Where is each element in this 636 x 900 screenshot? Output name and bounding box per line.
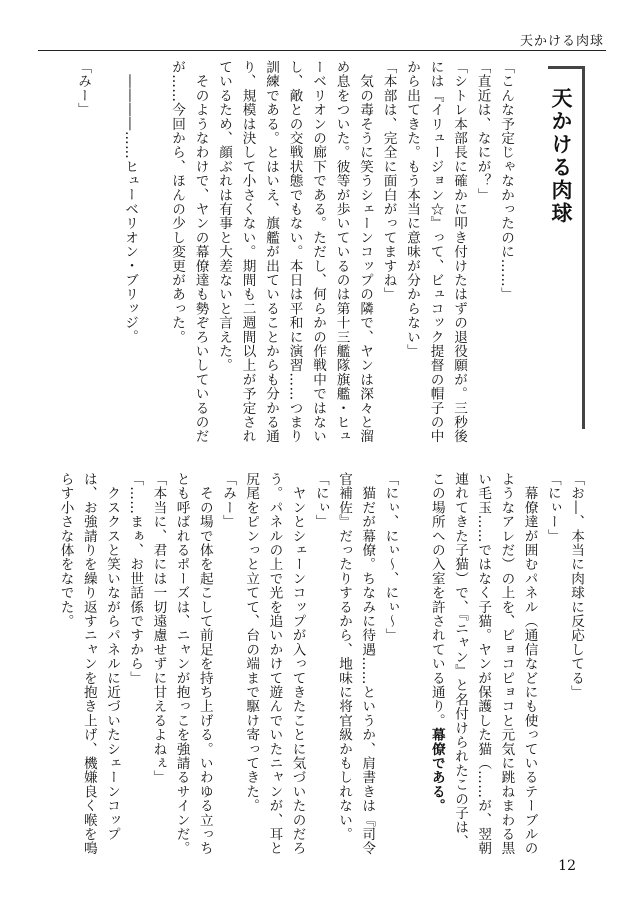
top-line-text: 「本部は、完全に面白がってますね」 xyxy=(380,60,397,302)
bottom-line xyxy=(193,472,215,856)
top-line-text: そのようなわけで、ヤンの幕僚達も勢ぞろいしているのだ xyxy=(192,60,209,444)
top-line xyxy=(236,60,258,450)
bottom-line xyxy=(425,472,447,852)
top-line-text: 「こんな予定じゃなかったのに……」 xyxy=(498,60,514,302)
top-line-text: 「シトレ本部長に確かに叩き付けたはずの退役願が。三秒後 xyxy=(451,60,467,444)
top-line-text: ーベリオンの廊下である。ただし、何らかの作戦中ではない xyxy=(310,60,326,444)
bottom-line xyxy=(495,472,517,856)
bottom-line-text: その場で体を起こして前足を持ち上げる。いわゆる立っち xyxy=(196,472,213,856)
bottom-line-text: 尻尾をピンっと立てて、台の端まで駆け寄ってきた。 xyxy=(243,472,260,813)
bottom-line-text: 「本当に、君には一切遠慮せずに甘えるよねぇ」 xyxy=(150,472,167,785)
top-line-text: ――――……ヒューベリオン・ブリッジ。 xyxy=(122,60,138,344)
bottom-line xyxy=(239,472,261,852)
top-line-text: め息をついた。彼等が歩いているのは第十三艦隊旗艦・ヒュ xyxy=(333,60,350,444)
bottom-line xyxy=(379,472,401,852)
bottom-line-text: 「……まぁ、お世話係ですから」 xyxy=(127,472,144,685)
top-line xyxy=(447,60,469,450)
page-number: 12 xyxy=(558,858,576,874)
bottom-line xyxy=(100,472,122,852)
bottom-line xyxy=(332,472,354,852)
top-line xyxy=(400,60,422,450)
bottom-line-text: は、お強請りを繰り返すニャンを抱き上げ、機嫌良く喉を鳴 xyxy=(80,472,97,856)
bottom-line-text: 「にぃ、にぃ～、にぃ～」 xyxy=(382,472,399,643)
bottom-line-text: 「みー」 xyxy=(220,472,236,529)
top-line-text: 訓練である。とはいえ、旗艦が出ていることからも分かる通 xyxy=(263,60,279,444)
bottom-line xyxy=(541,472,563,852)
bottom-line xyxy=(471,472,493,856)
chapter-title: 天かける肉球 xyxy=(549,87,573,225)
bottom-line-text: う。パネルの上で光を追いかけて遊んでいたニャンが、耳と xyxy=(266,472,283,856)
bottom-line-text: とも呼ばれるポーズは、ニャンが抱っこを強請るサインだ。 xyxy=(173,472,190,856)
running-header-title: 天かける肉球 xyxy=(519,34,604,49)
bottom-line xyxy=(518,472,540,856)
bottom-line xyxy=(77,472,99,856)
top-line xyxy=(118,60,140,450)
bottom-line xyxy=(123,472,145,852)
top-line-text: 「直近は、なにが？」 xyxy=(474,60,491,202)
bottom-line-text: い毛玉……ではなく子猫。ヤンが保護した猫（……が、翌朝 xyxy=(475,472,492,856)
top-line xyxy=(283,60,305,450)
top-line xyxy=(424,60,446,450)
bottom-line xyxy=(286,472,308,856)
top-line xyxy=(306,60,328,450)
bottom-line-text: 「お―、本当に肉球に反応してる」 xyxy=(568,472,584,700)
emphasis-text: 幕僚である。 xyxy=(428,727,445,813)
top-line xyxy=(471,60,493,450)
top-line-text: 気の毒そうに笑うシェーンコップの隣で、ヤンは深々と溜 xyxy=(357,60,373,444)
top-line xyxy=(212,60,234,450)
top-line xyxy=(353,60,375,450)
top-line xyxy=(259,60,281,450)
bottom-line-text: 幕僚達が囲むパネル（通信などにも使っているテーブルの xyxy=(521,472,538,856)
top-line-text: ているため、顔ぶれは有事と大差ないと言えた。 xyxy=(216,60,232,373)
bottom-line xyxy=(355,472,377,856)
bottom-line-text: 官補佐』だったりするから、地味に将官級かもしれない。 xyxy=(336,472,352,842)
bottom-line-text: 連れてきた子猫）で、『ニャン』と名付けられたこの子は、 xyxy=(452,472,468,849)
top-line xyxy=(71,60,93,450)
top-line-text: には『イリュージョン☆』って、ビュコック提督の帽子の中 xyxy=(427,60,444,444)
chapter-title-box xyxy=(548,66,585,429)
bottom-line xyxy=(448,472,470,852)
top-line-text: が……今回から、ほんの少し変更があった。 xyxy=(169,60,185,344)
bottom-line-text: 「にぃー」 xyxy=(544,472,561,543)
bottom-line-text: この場所への入室を許されている通り。幕僚である。 xyxy=(428,472,445,813)
bottom-line xyxy=(564,472,586,852)
bottom-line xyxy=(216,472,238,852)
top-line xyxy=(165,60,187,450)
header-rule xyxy=(38,50,606,51)
bottom-line xyxy=(263,472,285,856)
top-line xyxy=(189,60,211,450)
bottom-line-text: 「にぃ」 xyxy=(312,472,329,529)
top-line xyxy=(494,60,516,450)
top-line xyxy=(330,60,352,450)
bottom-line xyxy=(170,472,192,856)
top-line xyxy=(377,60,399,450)
bottom-line xyxy=(54,472,76,852)
bottom-line xyxy=(147,472,169,852)
bottom-line xyxy=(309,472,331,852)
top-line-text: から出てきた。もう本当に意味が分からない」 xyxy=(404,60,420,359)
bottom-line-text: らす小さな体をなでた。 xyxy=(57,472,74,629)
top-line-text: し、敵との交戦状態でもない。本日は平和に演習……つまり xyxy=(286,60,303,444)
top-line-text: 「みー」 xyxy=(75,60,91,117)
bottom-line-text: 猫だが幕僚。ちなみに待遇……というか、肩書きは『司令 xyxy=(359,472,376,856)
top-line-text: り、規模は決して小さくない。期間も二週間以上が予定され xyxy=(239,60,256,444)
bottom-line-text: クスクスと笑いながらパネルに近づいたシェーンコップ xyxy=(104,472,120,842)
bottom-line-text: ヤンとシェーンコップが入ってきたことに気づいたのだろ xyxy=(289,472,306,856)
bottom-line-text: ようなアレだ）の上を、ピョコピョコと元気に跳ねまわる黒 xyxy=(498,472,515,856)
